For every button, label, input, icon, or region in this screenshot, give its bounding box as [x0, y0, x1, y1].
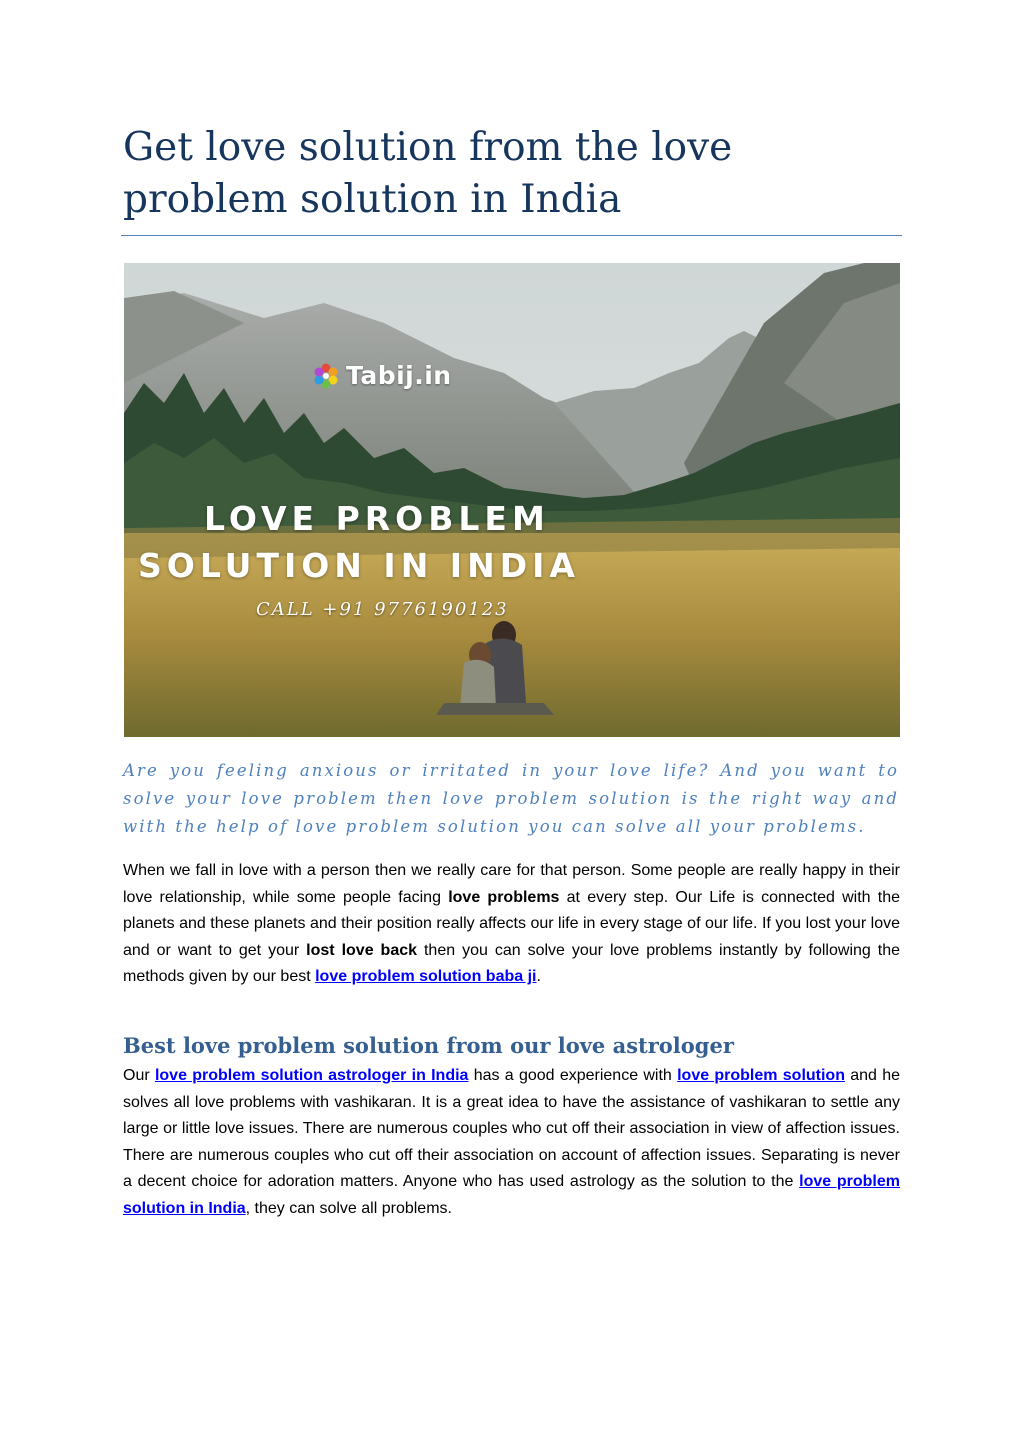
- para1-text: then you can solve your love problems instantly by following the methods given by our best: [123, 941, 900, 985]
- brand-logo: [312, 361, 452, 390]
- body-paragraph-2: [123, 1063, 900, 1222]
- intro-paragraph: Are you feeling anxious or irritated in your love life? And you want to solve your love problem then love problem solution is the right way and with the help of love problem solution you can solve all your problems.: [123, 761, 899, 836]
- para1-text: at every step. Our Life is connected with the planets and these planets and their position really affects our life in every stage of our life. If you lost your love and or want to get your: [123, 888, 901, 959]
- hero-image: [124, 263, 900, 737]
- page-title: Get love solution from the love problem solution in India: [123, 125, 733, 222]
- para2-text: Our: [123, 1067, 155, 1084]
- para2-text: has a good experience with: [468, 1067, 678, 1084]
- para1-text: .: [536, 968, 541, 985]
- para1-bold-love-problems: love problems: [448, 888, 560, 906]
- link-love-problem-solution-in-india[interactable]: love problem solution in India: [123, 1173, 901, 1217]
- para1-bold-lost-love-back: lost love back: [306, 941, 418, 959]
- section-heading: Best love problem solution from our love astrologer: [123, 1033, 734, 1058]
- para2-text: and he solves all love problems with vashikaran. It is a great idea to have the assistance of vashikaran to settle any large or little love issues. There are numerous couples who cut off their association in view of affection issues. There are numerous couples who cut off their association on account of affection issues. Separating is never a decent choice for adoration matters. Anyone who has used astrology as the solution to the: [123, 1067, 901, 1190]
- body-paragraph-1: [123, 858, 900, 991]
- hero-headline-line1: LOVE PROBLEM: [204, 499, 550, 538]
- para1-text: When we fall in love with a person then we really care for that person. Some people are really happy in their love relationship, while some people facing: [123, 862, 900, 906]
- logo-flower-icon: [312, 362, 340, 390]
- para2-text: , they can solve all problems.: [245, 1199, 452, 1217]
- brand-name: Tabij.in: [346, 361, 452, 390]
- hero-headline-line2: SOLUTION IN INDIA: [138, 546, 580, 585]
- title-divider: [121, 235, 902, 236]
- link-love-problem-solution[interactable]: love problem solution: [677, 1067, 845, 1084]
- link-love-problem-solution-baba-ji[interactable]: love problem solution baba ji: [315, 968, 537, 985]
- link-love-problem-solution-astrologer-in-india[interactable]: love problem solution astrologer in India: [154, 1067, 469, 1084]
- hero-call-number: CALL +91 9776190123: [256, 599, 509, 620]
